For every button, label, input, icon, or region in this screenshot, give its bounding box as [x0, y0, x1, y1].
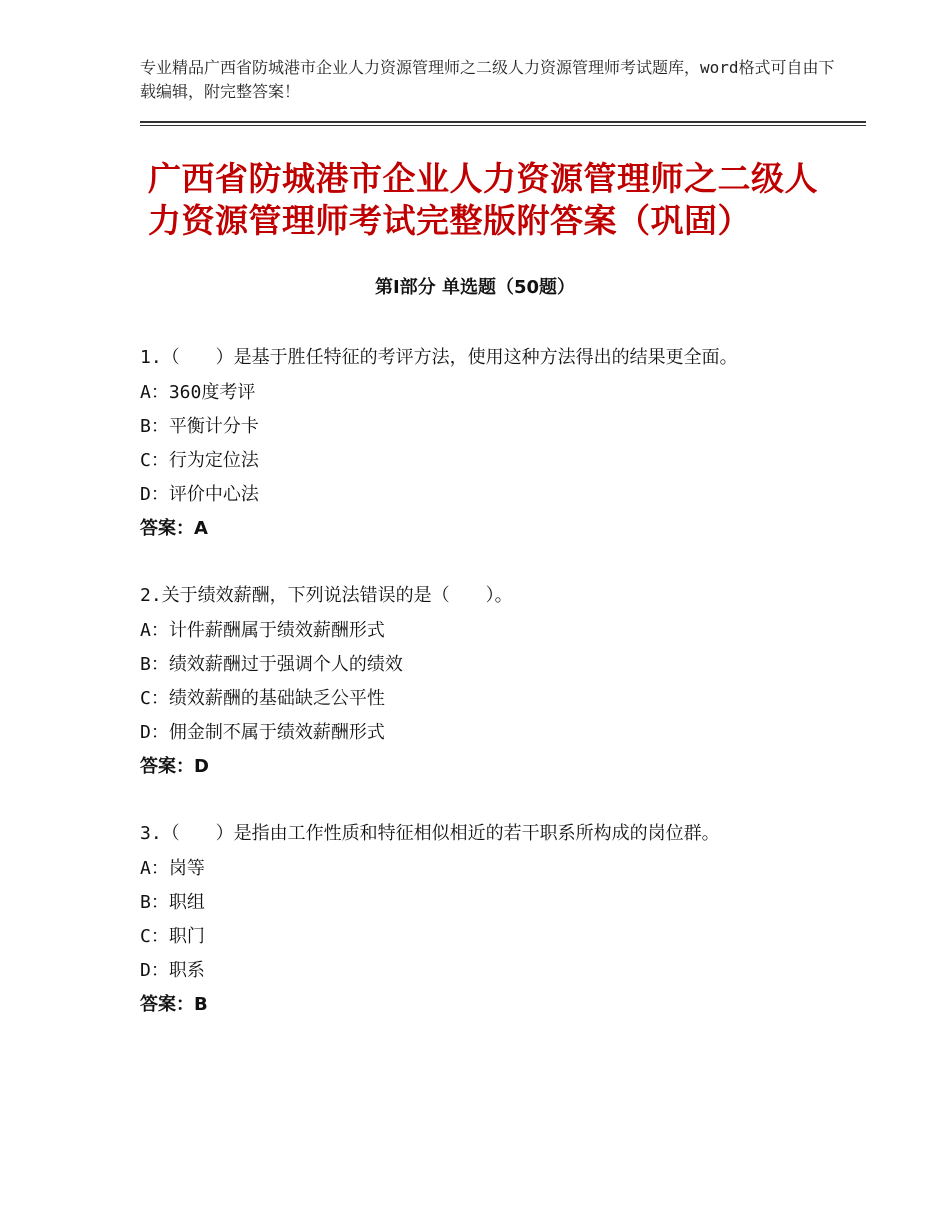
- option-a: A：岗等: [140, 858, 205, 879]
- question-stem: 1.（ ）是基于胜任特征的考评方法，使用这种方法得出的结果更全面。: [140, 347, 738, 368]
- option-c: C：职门: [140, 926, 205, 947]
- question-2: [140, 580, 810, 784]
- answer: 答案：D: [140, 756, 209, 777]
- section-title: 第Ⅰ部分 单选题（50题）: [374, 277, 575, 298]
- option-d: D：职系: [140, 960, 205, 981]
- question-stem: 2.关于绩效薪酬，下列说法错误的是（ ）。: [140, 585, 513, 606]
- answer: 答案：A: [140, 518, 208, 539]
- option-d: D：佣金制不属于绩效薪酬形式: [140, 722, 385, 743]
- question-list: [140, 342, 810, 1056]
- answer: 答案：B: [140, 994, 208, 1015]
- question-1: [140, 342, 810, 546]
- question-3: [140, 818, 810, 1022]
- document-title: 广西省防城港市企业人力资源管理师之二级人力资源管理师考试完整版附答案（巩固）: [148, 159, 818, 240]
- header-rule-thick: [140, 121, 866, 123]
- option-b: B：职组: [140, 892, 205, 913]
- header-note: 专业精品广西省防城港市企业人力资源管理师之二级人力资源管理师考试题库，word格式可自由下载编辑，附完整答案！: [140, 58, 835, 101]
- question-stem: 3.（ ）是指由工作性质和特征相似相近的若干职系所构成的岗位群。: [140, 823, 720, 844]
- header-rule-thin: [140, 125, 866, 126]
- option-c: C：行为定位法: [140, 450, 259, 471]
- option-b: B：平衡计分卡: [140, 416, 259, 437]
- option-a: A：计件薪酬属于绩效薪酬形式: [140, 620, 385, 641]
- option-c: C：绩效薪酬的基础缺乏公平性: [140, 688, 385, 709]
- option-b: B：绩效薪酬过于强调个人的绩效: [140, 654, 403, 675]
- option-d: D：评价中心法: [140, 484, 259, 505]
- option-a: A：360度考评: [140, 382, 256, 403]
